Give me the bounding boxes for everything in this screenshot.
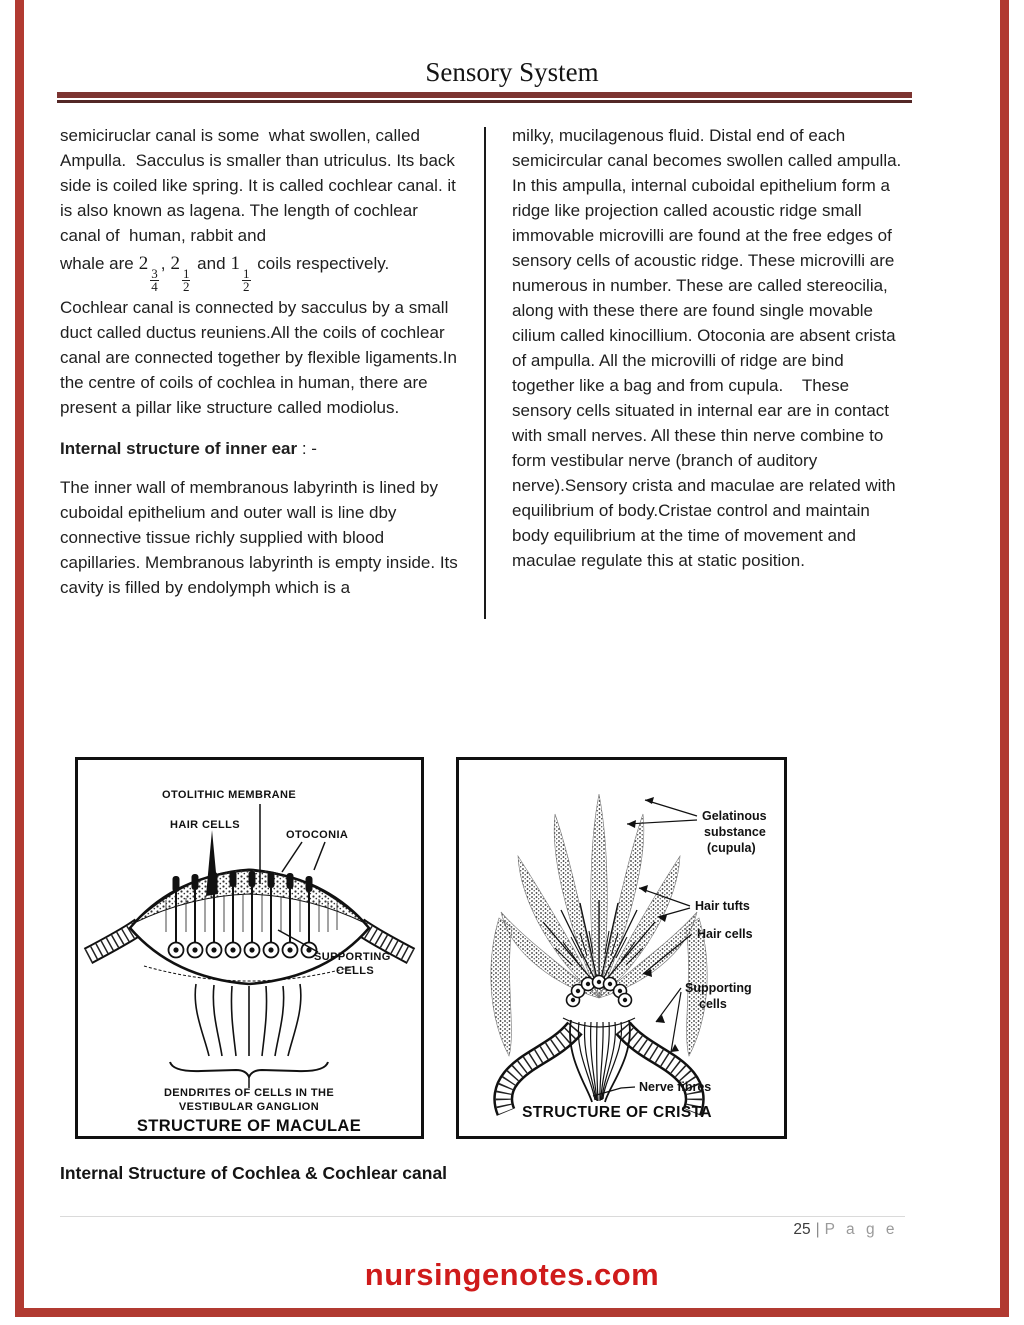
page-border-right xyxy=(1000,0,1009,1317)
figure-crista xyxy=(456,757,787,1139)
label-dendrites-2: VESTIBULAR GANGLION xyxy=(178,1101,320,1113)
right-column xyxy=(512,123,910,573)
label-hair-tufts: Hair tufts xyxy=(695,899,750,913)
brace xyxy=(170,1062,328,1077)
maculae-diagram xyxy=(78,760,421,1136)
maculae-caption: STRUCTURE OF MACULAE xyxy=(136,1117,362,1135)
hair-cells-pointer xyxy=(206,830,218,896)
fraction-2-3-4: 2 $\frac{3}{4}$ xyxy=(138,253,158,294)
label-hair-cells: Hair cells xyxy=(697,927,753,941)
paragraph-left-2: Cochlear canal is connected by sacculus by a small duct called ductus reuniens.All the coils of cochlear canal are connected together by flexible ligaments.In the centre of coils of cochlea in human, there are present a pillar like structure called modiolus. xyxy=(60,298,462,417)
label-supporting: SUPPORTING xyxy=(314,951,391,963)
fraction-2-1-2: 2 $\frac{1}{2}$ xyxy=(170,253,190,294)
dendrite-fibres xyxy=(195,984,301,1056)
label-dendrites-1: DENDRITES OF CELLS IN THE xyxy=(163,1087,335,1099)
figure-maculae xyxy=(75,757,424,1139)
nerve-fibres-leader xyxy=(593,1087,635,1096)
left-column xyxy=(60,123,463,600)
label-otoconia: OTOCONIA xyxy=(286,829,349,841)
label-supporting-2: cells xyxy=(699,997,727,1011)
column-divider xyxy=(484,127,486,619)
paragraph-right-1: milky, mucilagenous fluid. Distal end of each semicircular canal becomes swollen called ampulla. In this ampulla, internal cuboidal epithelium form a ridge like projection called acoustic ridge small immovable microvilli are found at the free edges of sensory cells of acoustic ridge. These microvilli are numerous in number. These are called stereocilia, along with these there are found single movable cilium called kinocillium. Otoconia are absent crista of ampulla. All the microvilli of ridge are bind together like a bag and from cupula. These sensory cells situated in internal ear are in contact with small nerves. All these thin nerve combine to form vestibular nerve (branch of auditory nerve).Sensory crista and maculae are related with equilibrium of body.Cristae control and maintain body equilibrium at the time of movement and maculae regulate this at static position. xyxy=(512,126,907,570)
label-gelatinous-1: Gelatinous xyxy=(702,809,767,823)
section-heading-cochlea: Internal Structure of Cochlea & Cochlear canal xyxy=(60,1163,448,1183)
page-border-bottom xyxy=(15,1308,1009,1317)
page-number-value: 25 xyxy=(793,1221,811,1238)
label-supporting-cells: CELLS xyxy=(336,965,375,977)
page-number: 25 | P a g e xyxy=(793,1221,898,1238)
label-gelatinous-3: (cupula) xyxy=(707,841,756,855)
fraction-1-1-2: 1 $\frac{1}{2}$ xyxy=(230,253,250,294)
page-title: Sensory System xyxy=(425,57,599,87)
label-otolithic-membrane: OTOLITHIC MEMBRANE xyxy=(162,789,297,801)
crista-caption: STRUCTURE OF CRISTA xyxy=(522,1104,712,1121)
fraction-suffix: coils respectively. xyxy=(252,254,390,273)
label-nerve-fibres: Nerve fibres xyxy=(639,1080,712,1094)
page-border-left xyxy=(15,0,24,1317)
fraction-sentence: whale are 2 $\frac{3}{4}$ , 2 $\frac{1}{2}$ and 1 $\frac{1}{2}$ coils respectively. xyxy=(60,253,390,294)
paragraph-left-1: semiciruclar canal is some what swollen, called Ampulla. Sacculus is smaller than utriculus. Its back side is coiled like spring. It is called cochlear canal. it is also known as lagena. The length of cochlear canal of human, rabbit and xyxy=(60,126,461,245)
label-supporting-1: Supporting xyxy=(685,981,752,995)
nerve-fibre-lines xyxy=(570,1020,630,1102)
title-rule xyxy=(57,92,912,103)
fraction-prefix: whale are xyxy=(60,254,134,273)
website-footer: nursingenotes.com xyxy=(364,1257,660,1292)
footer-divider xyxy=(60,1216,905,1217)
label-gelatinous-2: substance xyxy=(704,825,766,839)
crista-diagram xyxy=(459,760,784,1136)
supporting-cell-bands xyxy=(503,1028,694,1112)
section-heading-inner-ear: Internal structure of inner ear : - xyxy=(60,439,317,458)
label-hair-cells: HAIR CELLS xyxy=(170,819,240,831)
paragraph-left-3: The inner wall of membranous labyrinth is lined by cuboidal epithelium and outer wall is line dby connective tissue richly supplied with blood capillaries. Membranous labyrinth is empty inside. Its cavity is filled by endolymph which is a xyxy=(60,478,463,597)
